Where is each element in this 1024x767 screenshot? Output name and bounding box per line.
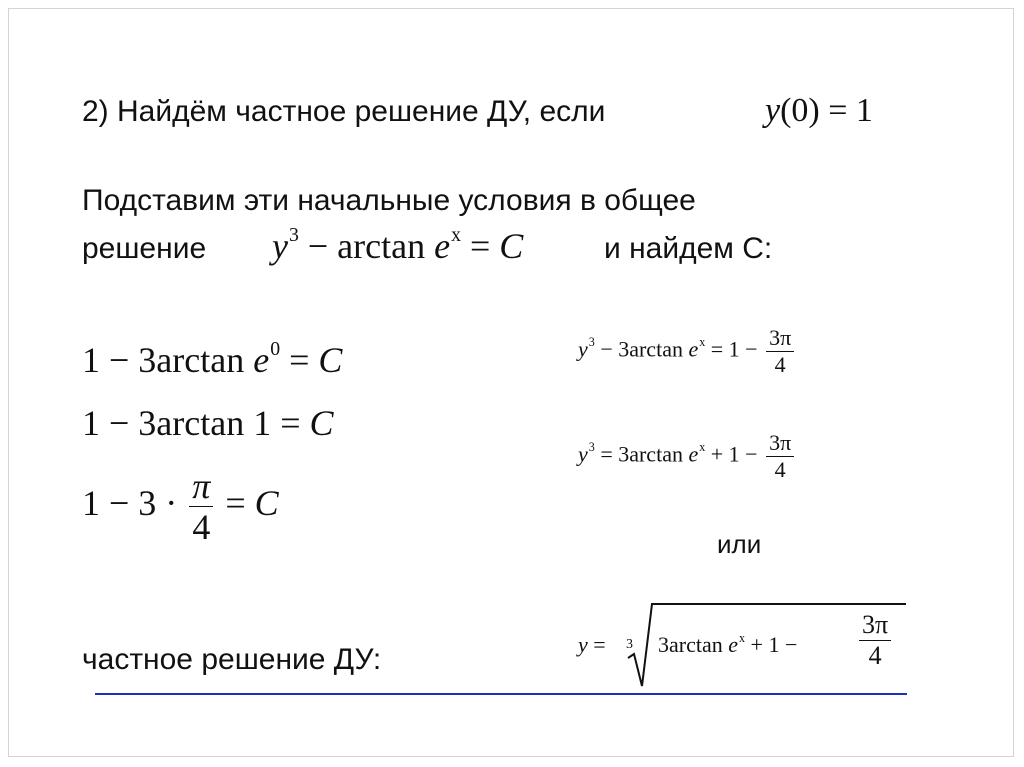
s2-pre: 1 − 3arctan 1 = xyxy=(82,403,310,443)
right-step-1-formula xyxy=(578,327,797,376)
r3-root-index: 3 xyxy=(626,637,633,652)
r1-eq: = 1 − xyxy=(705,336,764,362)
gs-pow: 3 xyxy=(288,224,299,247)
intro-line-2-right: и найдем С: xyxy=(604,232,773,265)
r2-x: x xyxy=(699,440,706,455)
gs-x: x xyxy=(451,224,461,247)
r1-y: y xyxy=(578,336,588,362)
r3-den: 4 xyxy=(868,641,882,670)
step-1-formula xyxy=(82,338,343,380)
footer-label: частное решение ДУ: xyxy=(82,643,382,676)
s3-num: π xyxy=(189,468,213,507)
gs-e: e xyxy=(434,226,451,266)
intro-line-1: Подставим эти начальные условия в общее xyxy=(82,184,696,217)
step-2-formula xyxy=(82,405,334,441)
r2-mid: = 3arctan xyxy=(594,441,689,467)
s3-C: C xyxy=(254,482,279,523)
r2-den: 4 xyxy=(774,457,786,482)
cond-func: y xyxy=(765,92,781,129)
r2-eq: + 1 − xyxy=(705,441,764,467)
r1-fraction xyxy=(766,327,794,376)
r2-y: y xyxy=(578,441,588,467)
intro-line-2-left: решение xyxy=(82,232,207,265)
gs-C: C xyxy=(499,226,524,266)
r2-pow: 3 xyxy=(588,440,595,455)
gs-eq: = xyxy=(460,226,500,266)
s1-pre: 1 − 3arctan xyxy=(82,340,254,380)
right-step-2-formula xyxy=(578,432,797,481)
general-solution-formula xyxy=(272,224,524,266)
cond-arg: (0) xyxy=(780,92,820,129)
s1-C: C xyxy=(318,340,343,380)
gs-minus: − arctan xyxy=(298,226,435,266)
r3-fraction xyxy=(859,612,891,669)
r2-num: 3π xyxy=(766,432,794,457)
or-text: или xyxy=(717,529,762,559)
initial-condition xyxy=(765,94,873,128)
r3-y: y xyxy=(578,632,588,657)
r3-num: 3π xyxy=(859,612,891,641)
s2-C: C xyxy=(309,403,334,443)
r1-e: e xyxy=(688,336,699,362)
step-3-formula xyxy=(82,468,279,545)
s3-den: 4 xyxy=(192,507,211,547)
s3-eq: = xyxy=(216,482,255,523)
r1-mid: − 3arctan xyxy=(594,336,689,362)
r2-fraction xyxy=(766,432,794,481)
r1-pow: 3 xyxy=(588,335,595,350)
heading-text: 2) Найдём частное решение ДУ, если xyxy=(82,95,606,128)
r2-e: e xyxy=(688,441,699,467)
r3-x: x xyxy=(739,630,746,645)
s1-eq: = xyxy=(280,340,319,380)
r1-x: x xyxy=(699,335,706,350)
r3-mid: 3arctan xyxy=(658,632,729,657)
r1-den: 4 xyxy=(774,352,786,377)
r3-e: e xyxy=(728,632,738,657)
s1-pow: 0 xyxy=(270,338,281,361)
s3-fraction xyxy=(189,468,213,545)
r3-tail: + 1 − xyxy=(745,632,798,657)
s3-pre: 1 − 3 · xyxy=(82,482,187,523)
gs-y: y xyxy=(272,226,288,266)
cond-eq: = 1 xyxy=(819,92,873,129)
r1-num: 3π xyxy=(766,327,794,352)
final-solution-formula xyxy=(578,600,908,690)
s1-e: e xyxy=(253,340,270,380)
r3-eq: = xyxy=(587,632,606,657)
footer-divider xyxy=(95,693,907,695)
